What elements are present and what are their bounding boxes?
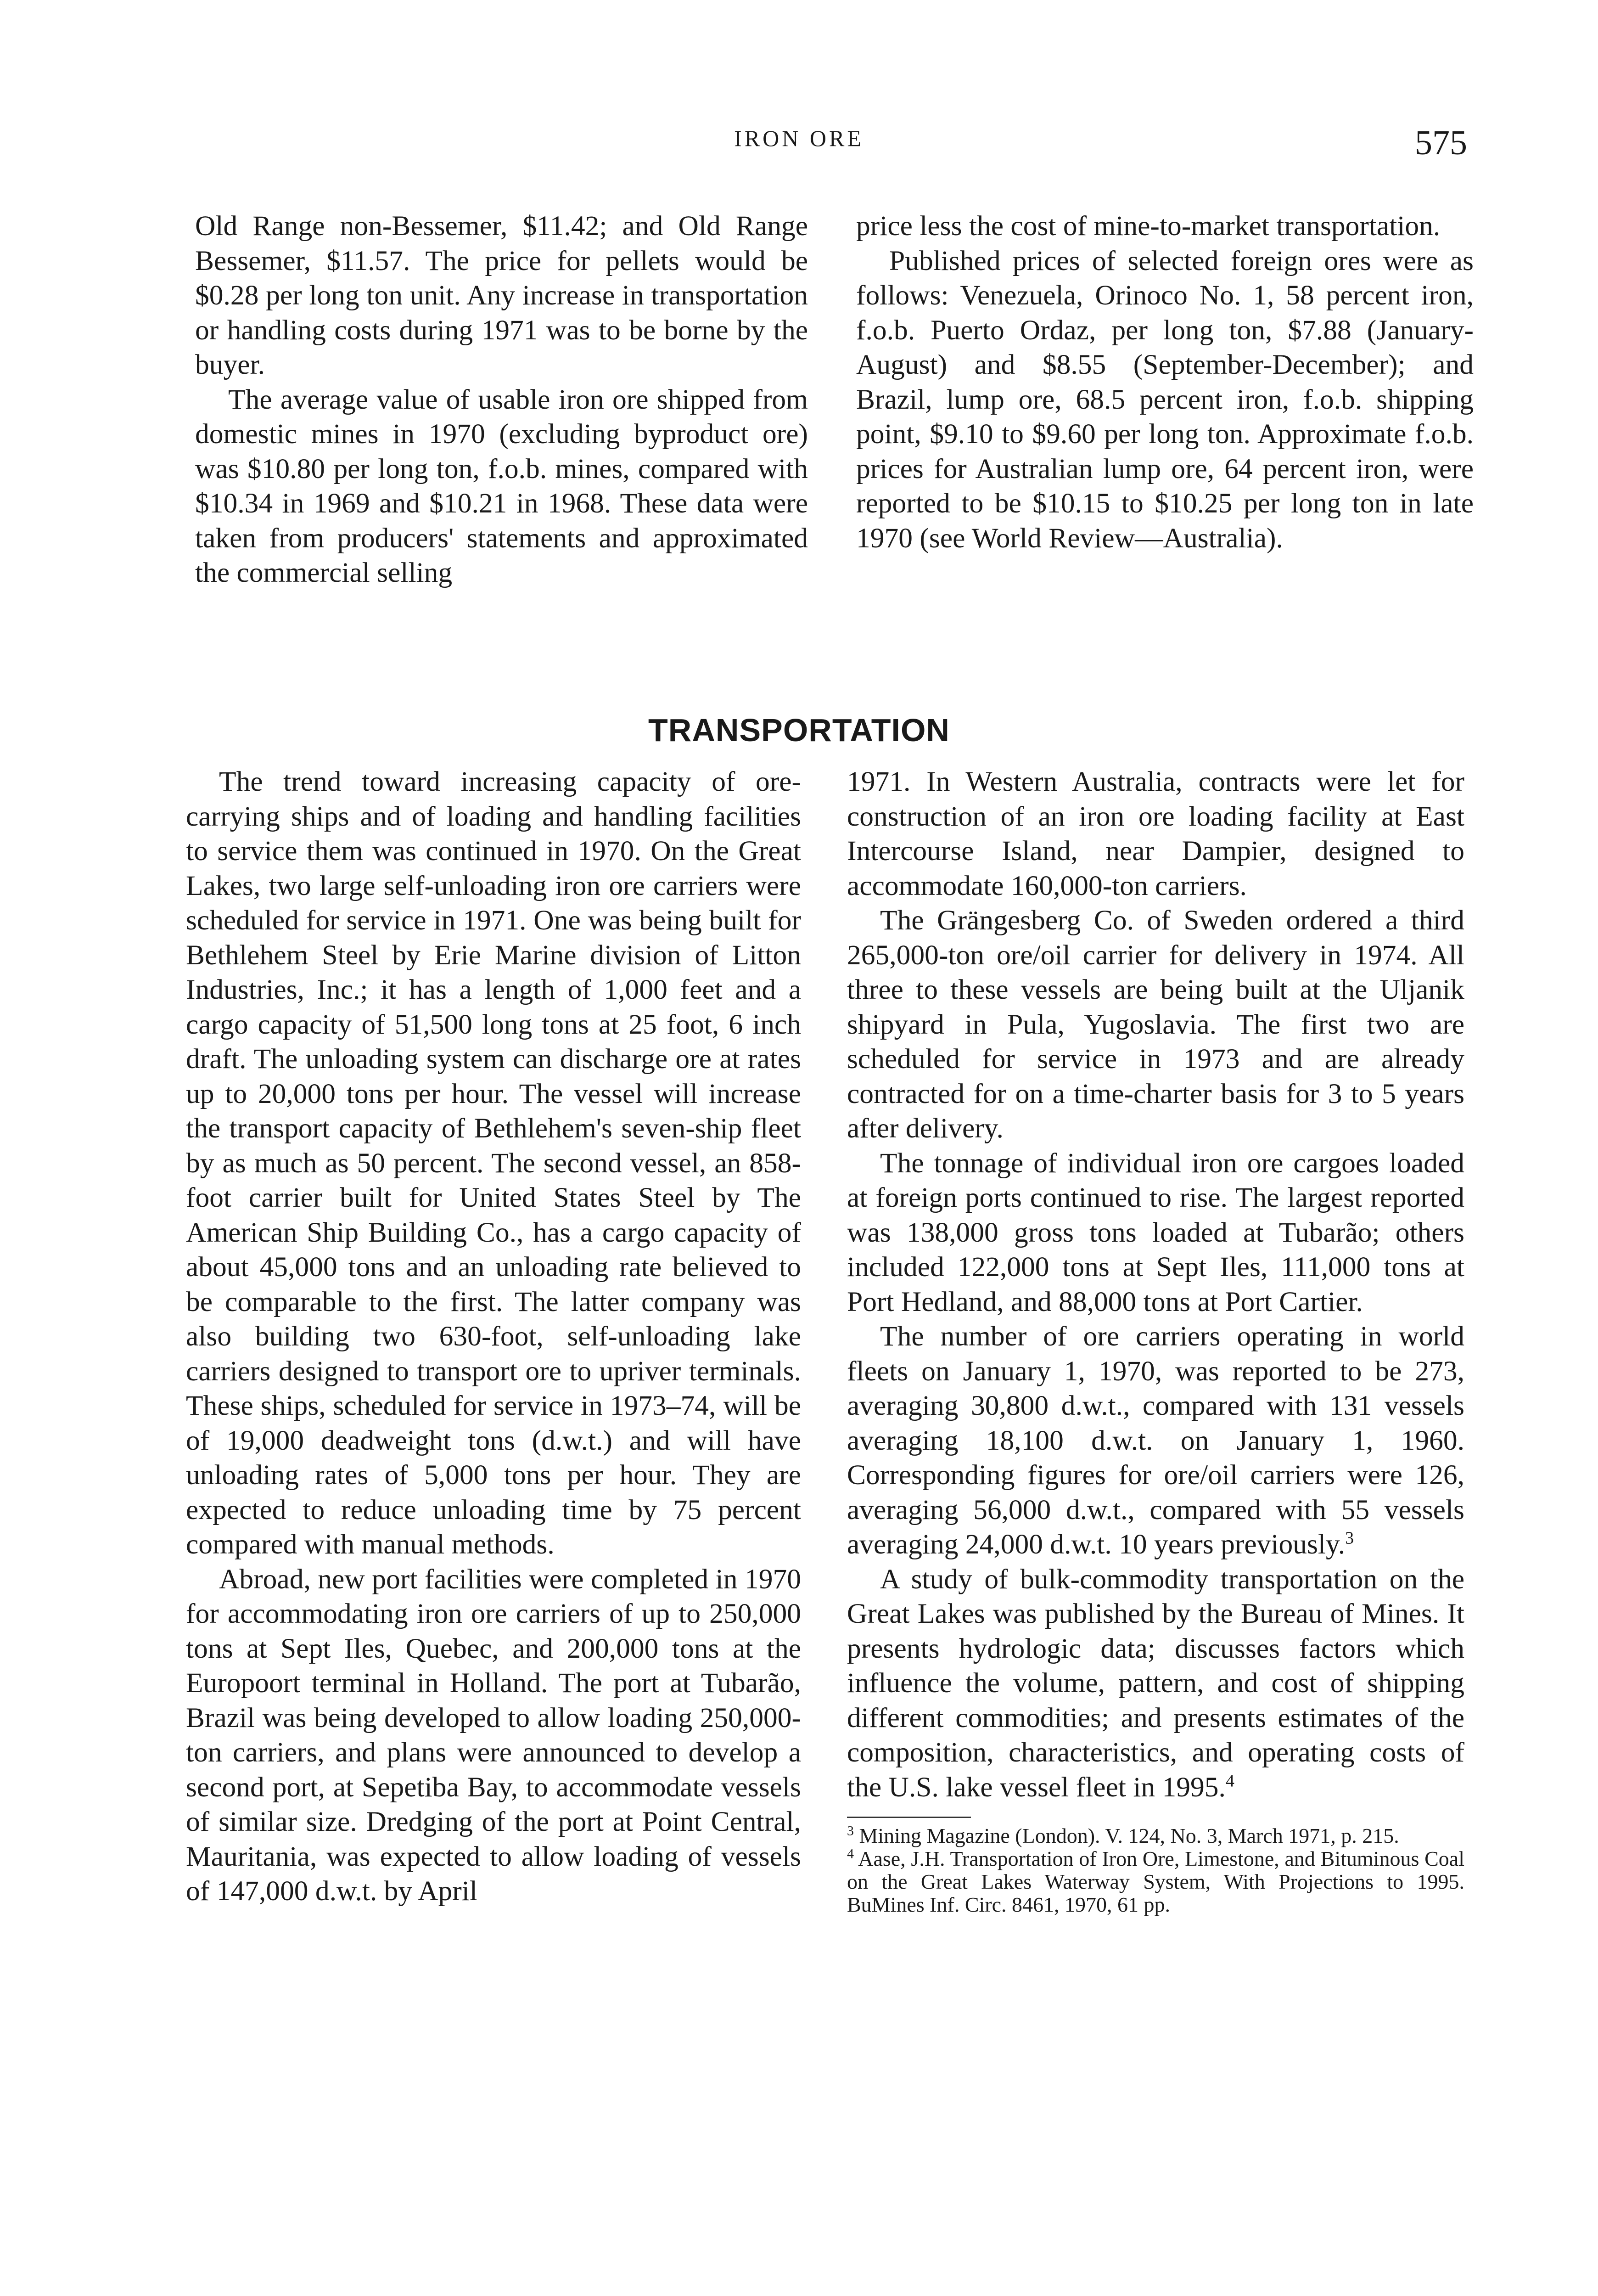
paragraph: price less the cost of mine-to-market transportation. xyxy=(856,210,1441,242)
footnote-text: Mining Magazine (London). V. 124, No. 3, March 1971, p. 215. xyxy=(859,1824,1399,1847)
paragraph: Published prices of selected foreign ores were as follows: Venezuela, Orinoco No. 1, 58 percent iron, f.o.b. Puerto Ordaz, per long ton, $7.88 (January-August) and $8.55 (September-December); and Brazil, lump ore, 68.5 percent iron, f.o.b. shipping point, $9.10 to $9.60 per long ton. Approximate f.o.b. prices for Australian lump ore, 64 percent iron, were reported to be $10.15 to $10.25 per long ton in late 1970 (see World Review—Australia). xyxy=(856,245,1474,554)
paragraph: The average value of usable iron ore shipped from domestic mines in 1970 (excluding byproduct ore) was $10.80 per long ton, f.o.b. mines, compared with $10.34 in 1969 and $10.21 in 1968. These data were taken from producers' statements and approximated the commercial selling xyxy=(195,383,808,588)
running-title: IRON ORE xyxy=(734,125,864,151)
paragraph: 1971. In Western Australia, contracts were let for construction of an iron ore loading facility at East Intercourse Island, near Dampier, designed to accommodate 160,000-ton carriers. xyxy=(847,766,1464,901)
paragraph: The Grängesberg Co. of Sweden ordered a third 265,000-ton ore/oil carrier for delivery in 1974. All three to these vessels are being built at the Uljanik shipyard in Pula, Yugoslavia. The first two are scheduled for service in 1973 and are already contracted for on a time-charter basis for 3 to 5 years after delivery. xyxy=(847,905,1464,1144)
footnote-divider xyxy=(847,1817,971,1818)
paragraph-text: The number of ore carriers operating in world fleets on January 1, 1970, was reported to be 273, averaging 30,800 d.w.t., compared with 131 vessels averaging 18,100 d.w.t. on January 1, 1960. Corresponding figures for ore/oil carriers were 126, averaging 56,000 d.w.t., compared with 55 vessels averaging 24,000 d.w.t. 10 years previously. xyxy=(847,1321,1464,1560)
section-heading: TRANSPORTATION xyxy=(648,712,950,748)
paragraph-text: A study of bulk-commodity transportation on the Great Lakes was published by the Bureau of Mines. It presents hydrologic data; discusses factors which influence the volume, pattern, and cost of shipping different commodities; and presents estimates of the composition, characteristics, and operating costs of the U.S. lake vessel fleet in 1995. xyxy=(847,1563,1464,1803)
bottom-right-column xyxy=(847,765,1464,1916)
paragraph xyxy=(847,1562,1464,1805)
footnote-text: Aase, J.H. Transportation of Iron Ore, Limestone, and Bituminous Coal on the Great Lakes Waterway System, With Projections to 1995. BuMines Inf. Circ. 8461, 1970, 61 pp. xyxy=(847,1847,1464,1916)
bottom-left-column xyxy=(186,765,801,1909)
paragraph: Abroad, new port facilities were completed in 1970 for accommodating iron ore carriers of up to 250,000 tons at Sept Iles, Quebec, and 200,000 tons at the Europoort terminal in Holland. The port at Tubarão, Brazil was being developed to allow loading 250,000-ton carriers, and plans were announced to develop a second port, at Sepetiba Bay, to accommodate vessels of similar size. Dredging of the port at Point Central, Mauritania, was expected to allow loading of vessels of 147,000 d.w.t. by April xyxy=(186,1563,801,1907)
footnote xyxy=(847,1824,1464,1847)
paragraph xyxy=(847,1319,1464,1562)
page-number: 575 xyxy=(1415,124,1467,162)
paragraph: The trend toward increasing capacity of ore-carrying ships and of loading and handling facilities to service them was continued in 1970. On the Great Lakes, two large self-unloading iron ore carriers were scheduled for service in 1971. One was being built for Bethlehem Steel by Erie Marine division of Litton Industries, Inc.; it has a length of 1,000 feet and a cargo capacity of 51,500 long tons at 25 foot, 6 inch draft. The unloading system can discharge ore at rates up to 20,000 tons per hour. The vessel will increase the transport capacity of Bethlehem's seven-ship fleet by as much as 50 percent. The second vessel, an 858-foot carrier built for United States Steel by The American Ship Building Co., has a cargo capacity of about 45,000 tons and an unloading rate believed to be comparable to the first. The latter company was also building two 630-foot, self-unloading lake carriers designed to transport ore to upriver terminals. These ships, scheduled for service in 1973–74, will be of 19,000 deadweight tons (d.w.t.) and will have unloading rates of 5,000 tons per hour. They are expected to reduce unloading time by 75 percent compared with manual methods. xyxy=(186,766,801,1560)
footnote-number: 3 xyxy=(847,1823,854,1839)
footnote-reference: 3 xyxy=(1345,1528,1354,1548)
paragraph: The tonnage of individual iron ore cargoes loaded at foreign ports continued to rise. The largest reported was 138,000 gross tons loaded at Tubarão; others included 122,000 tons at Sept Iles, 111,000 tons at Port Hedland, and 88,000 tons at Port Cartier. xyxy=(847,1147,1464,1317)
paragraph: Old Range non-Bessemer, $11.42; and Old Range Bessemer, $11.57. The price for pellets would be $0.28 per long ton unit. Any increase in transportation or handling costs during 1971 was to be borne by the buyer. xyxy=(195,210,808,380)
footnote-reference: 4 xyxy=(1225,1771,1234,1790)
top-right-column xyxy=(856,209,1474,556)
top-left-column xyxy=(195,209,808,591)
footnote xyxy=(847,1847,1464,1916)
footnote-number: 4 xyxy=(847,1846,854,1862)
